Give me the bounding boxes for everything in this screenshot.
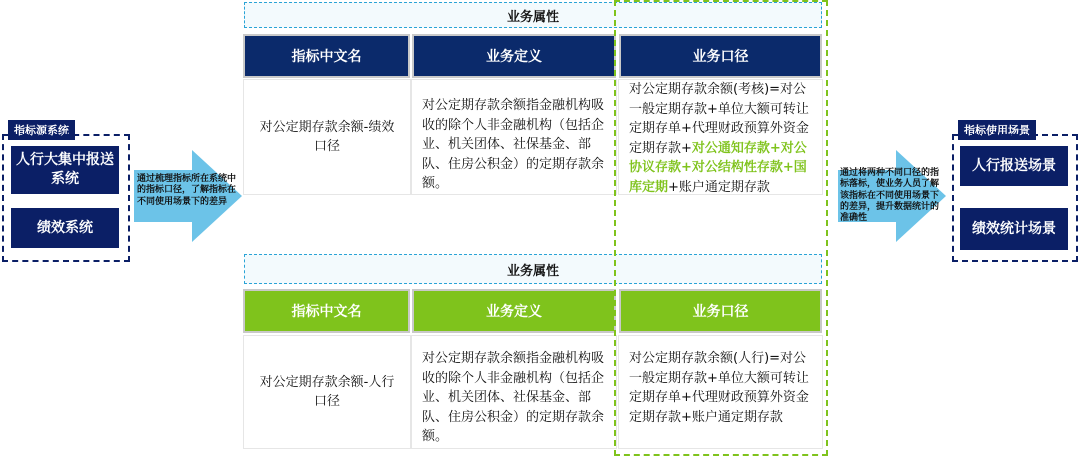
bottom-section-title: 业务属性 xyxy=(244,254,822,284)
top-cell-name: 对公定期存款余额-绩效口径 xyxy=(244,80,410,194)
top-cell-scope xyxy=(619,80,822,194)
top-header-name: 指标中文名 xyxy=(243,34,410,78)
scope-part-3: +账户通定期存款 xyxy=(668,179,770,195)
bottom-cell-definition: 对公定期存款余额指金融机构吸收的除个人非金融机构（包括企业、机关团体、社保基金、部队、住房公积金）的定期存款余额。 xyxy=(412,336,616,448)
source-systems-title: 指标源系统 xyxy=(8,120,75,140)
source-system-pboc: 人行大集中报送系统 xyxy=(11,146,119,194)
scope-part-highlight: 对公通知存款+对公协议存款+对公结构性存款+国库定期 xyxy=(629,140,807,195)
left-arrow-text: 通过梳理指标所在系统中的指标口径，了解指标在不同使用场景下的差异 xyxy=(137,174,237,207)
bottom-header-name: 指标中文名 xyxy=(243,289,410,333)
bottom-cell-name: 对公定期存款余额-人行口径 xyxy=(244,336,410,448)
usage-scenario-performance: 绩效统计场景 xyxy=(960,208,1068,250)
top-section-title: 业务属性 xyxy=(244,2,822,28)
scope-part-1: 对公定期存款余额(考核)=对公一般定期存款+单位大额可转让定期存单+代理财政预算外资金定期存款+ xyxy=(629,82,809,156)
top-cell-definition: 对公定期存款余额指金融机构吸收的除个人非金融机构（包括企业、机关团体、社保基金、部队、住房公积金）的定期存款余额。 xyxy=(412,80,616,194)
bottom-header-scope: 业务口径 xyxy=(619,289,822,333)
source-system-performance: 绩效系统 xyxy=(11,208,119,248)
bottom-cell-scope: 对公定期存款余额(人行)=对公一般定期存款+单位大额可转让定期存单+代理财政预算外资金定期存款+账户通定期存款 xyxy=(619,336,822,448)
right-arrow-text: 通过将两种不同口径的指标落标，使业务人员了解该指标在不同使用场景下的差异，提升数据统计的准确性 xyxy=(840,168,940,223)
usage-scenarios-title: 指标使用场景 xyxy=(958,120,1036,140)
bottom-header-definition: 业务定义 xyxy=(412,289,616,333)
top-header-definition: 业务定义 xyxy=(412,34,616,78)
usage-scenario-pboc: 人行报送场景 xyxy=(960,146,1068,186)
top-header-scope: 业务口径 xyxy=(619,34,822,78)
